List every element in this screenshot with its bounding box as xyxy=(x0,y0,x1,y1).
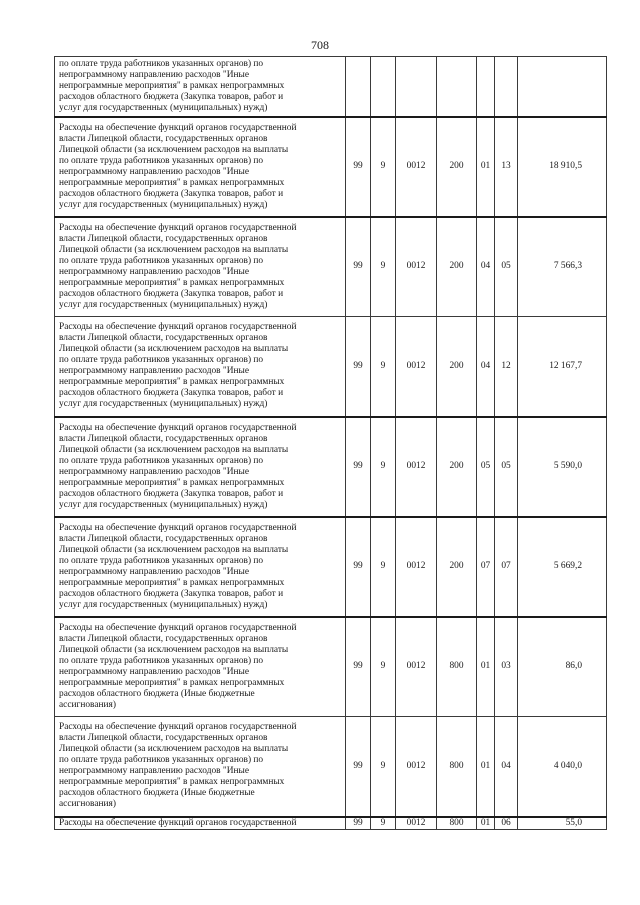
code-cell-1: 99 xyxy=(346,517,371,617)
code-cell-2: 9 xyxy=(371,617,396,717)
description-line: Расходы на обеспечение функций органов государственной xyxy=(59,222,297,233)
code-cell-4: 800 xyxy=(437,617,477,717)
code-cell-2: 9 xyxy=(371,817,396,830)
code-cell-2: 9 xyxy=(371,517,396,617)
code-cell-3: 0012 xyxy=(396,717,437,817)
description-line: услуг для государственных (муниципальных) нужд) xyxy=(59,599,268,610)
code-cell-4: 800 xyxy=(437,717,477,817)
amount-cell: 5 590,0 xyxy=(518,417,607,517)
row-description xyxy=(55,517,346,617)
description-line: по оплате труда работников указанных органов) по xyxy=(59,655,264,666)
description-line: расходов областного бюджета (Закупка товаров, работ и xyxy=(59,91,284,102)
description-line: непрограммные мероприятия" в рамках непрограммных xyxy=(59,777,285,788)
table-body xyxy=(55,57,607,830)
code-cell-6: 13 xyxy=(495,117,518,217)
code-cell-4: 200 xyxy=(437,117,477,217)
code-cell-4: 200 xyxy=(437,517,477,617)
code-cell-5: 04 xyxy=(477,317,495,417)
row-description xyxy=(55,217,346,317)
table-row xyxy=(55,117,607,217)
description-line: непрограммному направлению расходов "Иные xyxy=(59,766,249,777)
description-line: расходов областного бюджета (Закупка товаров, работ и xyxy=(59,288,284,299)
description-line: по оплате труда работников указанных органов) по xyxy=(59,555,264,566)
row-description xyxy=(55,717,346,817)
description-line: непрограммному направлению расходов "Иные xyxy=(59,466,249,477)
row-description xyxy=(55,617,346,717)
code-cell-5 xyxy=(477,57,495,117)
description-line: Липецкой области (за исключением расходов на выплаты xyxy=(59,344,289,355)
code-cell-4: 200 xyxy=(437,217,477,317)
page-number: 708 xyxy=(311,38,329,52)
code-cell-4 xyxy=(437,57,477,117)
code-cell-3: 0012 xyxy=(396,317,437,417)
code-cell-3: 0012 xyxy=(396,817,437,830)
amount-cell: 5 669,2 xyxy=(518,517,607,617)
description-line: непрограммному направлению расходов "Иные xyxy=(59,166,249,177)
description-line: непрограммные мероприятия" в рамках непрограммных xyxy=(59,277,285,288)
code-cell-3: 0012 xyxy=(396,217,437,317)
description-line: Липецкой области (за исключением расходов на выплаты xyxy=(59,544,289,555)
code-cell-2: 9 xyxy=(371,317,396,417)
code-cell-4: 200 xyxy=(437,317,477,417)
code-cell-2: 9 xyxy=(371,117,396,217)
description-line: власти Липецкой области, государственных органов xyxy=(59,433,268,444)
amount-cell: 18 910,5 xyxy=(518,117,607,217)
description-line: расходов областного бюджета (Закупка товаров, работ и xyxy=(59,188,284,199)
code-cell-6: 03 xyxy=(495,617,518,717)
code-cell-6: 07 xyxy=(495,517,518,617)
description-line: по оплате труда работников указанных органов) по xyxy=(59,755,264,766)
amount-cell: 4 040,0 xyxy=(518,717,607,817)
row-description xyxy=(55,417,346,517)
description-line: власти Липецкой области, государственных органов xyxy=(59,233,268,244)
code-cell-5: 01 xyxy=(477,717,495,817)
description-line: непрограммные мероприятия" в рамках непрограммных xyxy=(59,177,285,188)
code-cell-6: 05 xyxy=(495,417,518,517)
description-line: Липецкой области (за исключением расходов на выплаты xyxy=(59,444,289,455)
description-line: власти Липецкой области, государственных органов xyxy=(59,133,268,144)
description-line: Расходы на обеспечение функций органов государственной xyxy=(59,622,297,633)
code-cell-3 xyxy=(396,57,437,117)
description-line: ассигнования) xyxy=(59,699,116,710)
code-cell-4: 200 xyxy=(437,417,477,517)
table-row xyxy=(55,817,607,830)
description-line: непрограммному направлению расходов "Иные xyxy=(59,69,249,80)
code-cell-3: 0012 xyxy=(396,517,437,617)
description-line: непрограммному направлению расходов "Иные xyxy=(59,666,249,677)
row-description xyxy=(55,57,346,117)
description-line: услуг для государственных (муниципальных) нужд) xyxy=(59,102,268,113)
description-line: непрограммные мероприятия" в рамках непрограммных xyxy=(59,377,285,388)
description-line: расходов областного бюджета (Закупка товаров, работ и xyxy=(59,388,284,399)
description-line: расходов областного бюджета (Закупка товаров, работ и xyxy=(59,588,284,599)
table-row xyxy=(55,717,607,817)
code-cell-2: 9 xyxy=(371,217,396,317)
code-cell-1: 99 xyxy=(346,617,371,717)
description-line: власти Липецкой области, государственных органов xyxy=(59,733,268,744)
description-line: власти Липецкой области, государственных органов xyxy=(59,633,268,644)
description-line: по оплате труда работников указанных органов) по xyxy=(59,455,264,466)
budget-table xyxy=(54,56,607,830)
row-description xyxy=(55,817,346,830)
description-line: Расходы на обеспечение функций органов государственной xyxy=(59,522,297,533)
code-cell-1: 99 xyxy=(346,817,371,830)
description-line: по оплате труда работников указанных органов) по xyxy=(59,255,264,266)
code-cell-2: 9 xyxy=(371,417,396,517)
description-line: Липецкой области (за исключением расходов на выплаты xyxy=(59,644,289,655)
description-line: непрограммные мероприятия" в рамках непрограммных xyxy=(59,80,285,91)
row-description xyxy=(55,317,346,417)
code-cell-5: 01 xyxy=(477,117,495,217)
table-row xyxy=(55,57,607,117)
amount-cell: 55,0 xyxy=(518,817,607,830)
code-cell-1: 99 xyxy=(346,317,371,417)
table-row xyxy=(55,217,607,317)
description-line: Расходы на обеспечение функций органов государственной xyxy=(59,422,297,433)
description-line: по оплате труда работников указанных органов) по xyxy=(59,355,264,366)
table-row xyxy=(55,317,607,417)
code-cell-5: 05 xyxy=(477,417,495,517)
code-cell-5: 04 xyxy=(477,217,495,317)
description-line: Расходы на обеспечение функций органов государственной xyxy=(59,817,297,828)
code-cell-2 xyxy=(371,57,396,117)
code-cell-1: 99 xyxy=(346,717,371,817)
description-line: непрограммные мероприятия" в рамках непрограммных xyxy=(59,677,285,688)
description-line: непрограммные мероприятия" в рамках непрограммных xyxy=(59,577,285,588)
description-line: непрограммные мероприятия" в рамках непрограммных xyxy=(59,477,285,488)
description-line: по оплате труда работников указанных органов) по xyxy=(59,155,264,166)
description-line: услуг для государственных (муниципальных) нужд) xyxy=(59,499,268,510)
description-line: Расходы на обеспечение функций органов государственной xyxy=(59,322,297,333)
table-row xyxy=(55,617,607,717)
description-line: Липецкой области (за исключением расходов на выплаты xyxy=(59,144,289,155)
row-description xyxy=(55,117,346,217)
code-cell-1: 99 xyxy=(346,117,371,217)
code-cell-5: 01 xyxy=(477,817,495,830)
code-cell-6: 06 xyxy=(495,817,518,830)
code-cell-5: 07 xyxy=(477,517,495,617)
code-cell-2: 9 xyxy=(371,717,396,817)
description-line: услуг для государственных (муниципальных) нужд) xyxy=(59,399,268,410)
description-line: непрограммному направлению расходов "Иные xyxy=(59,366,249,377)
code-cell-3: 0012 xyxy=(396,117,437,217)
description-line: Расходы на обеспечение функций органов государственной xyxy=(59,722,297,733)
amount-cell: 86,0 xyxy=(518,617,607,717)
description-line: власти Липецкой области, государственных органов xyxy=(59,533,268,544)
description-line: Расходы на обеспечение функций органов государственной xyxy=(59,122,297,133)
code-cell-6: 04 xyxy=(495,717,518,817)
code-cell-5: 01 xyxy=(477,617,495,717)
code-cell-3: 0012 xyxy=(396,417,437,517)
table-row xyxy=(55,417,607,517)
amount-cell: 7 566,3 xyxy=(518,217,607,317)
description-line: расходов областного бюджета (Иные бюджетные xyxy=(59,688,255,699)
description-line: по оплате труда работников указанных органов) по xyxy=(59,58,264,69)
code-cell-6: 12 xyxy=(495,317,518,417)
description-line: непрограммному направлению расходов "Иные xyxy=(59,266,249,277)
description-line: Липецкой области (за исключением расходов на выплаты xyxy=(59,244,289,255)
code-cell-1: 99 xyxy=(346,217,371,317)
table-row xyxy=(55,517,607,617)
code-cell-3: 0012 xyxy=(396,617,437,717)
description-line: непрограммному направлению расходов "Иные xyxy=(59,566,249,577)
amount-cell xyxy=(518,57,607,117)
description-line: расходов областного бюджета (Иные бюджетные xyxy=(59,788,255,799)
description-line: власти Липецкой области, государственных органов xyxy=(59,333,268,344)
description-line: ассигнования) xyxy=(59,799,116,810)
description-line: расходов областного бюджета (Закупка товаров, работ и xyxy=(59,488,284,499)
description-line: услуг для государственных (муниципальных) нужд) xyxy=(59,199,268,210)
code-cell-1: 99 xyxy=(346,417,371,517)
description-line: Липецкой области (за исключением расходов на выплаты xyxy=(59,744,289,755)
code-cell-6: 05 xyxy=(495,217,518,317)
code-cell-4: 800 xyxy=(437,817,477,830)
amount-cell: 12 167,7 xyxy=(518,317,607,417)
description-line: услуг для государственных (муниципальных) нужд) xyxy=(59,299,268,310)
code-cell-1 xyxy=(346,57,371,117)
code-cell-6 xyxy=(495,57,518,117)
